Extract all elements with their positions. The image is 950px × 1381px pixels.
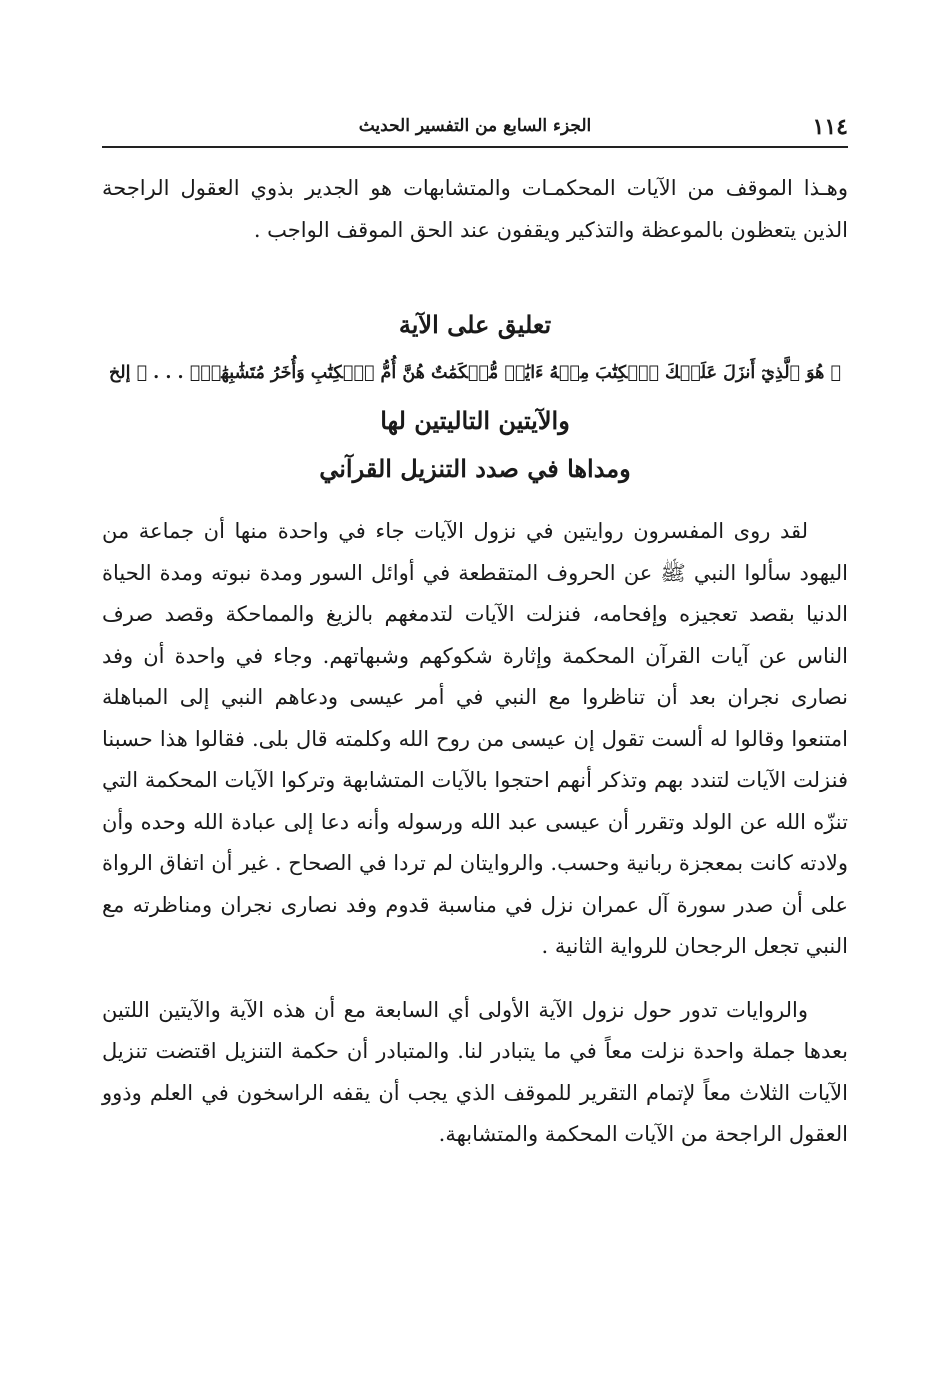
running-title: الجزء السابع من التفسير الحديث — [358, 116, 592, 136]
paragraph-2: لقد روى المفسرون روايتين في نزول الآيات جاء في واحدة منها أن جماعة من اليهود سألوا النبي ﷺ عن الحروف المتقطعة في أوائل السور ومدة نبوته ومدة الحياة الدنيا بقصد تعجيزه وإفحامه، فنزلت الآيات لتدمغهم بالزيغ والمماحكة وقصد صرف الناس عن آيات القرآن المحكمة وإثارة شكوكهم وشبهاتهم. وجاء في واحدة أن وفد نصارى نجران بعد أن تناظروا مع النبي في أمر عيسى ودعاهم النبي إلى المباهلة امتنعوا وقالوا له ألست تقول إن عيسى من روح الله وكلمته قال بلى. فقالوا هذا حسبنا فنزلت الآيات لتندد بهم وتذكر أنهم احتجوا بالآيات المتشابهة وتركوا الآيات المحكمة التي تنزّه الله عن الولد وتقرر أن عيسى عبد الله ورسوله وأنه دعا إلى عبادة الله وحده وأن ولادته كانت بمعجزة ربانية وحسب. والروايتان لم تردا في الصحاح . غير أن اتفاق الرواة على أن صدر سورة آل عمران نزل في مناسبة قدوم وفد نصارى نجران ومناظرته مع النبي تجعل الرجحان للرواية الثانية . — [102, 519, 848, 958]
paragraph-1: وهـذا الموقف من الآيات المحكمـات والمتشابهات هو الجدير بذوي العقول الراجحة الذين يتعظون بالموعظة والتذكير ويقفون عند الحق الموقف الواجب . — [102, 176, 848, 242]
paragraph-3: والروايات تدور حول نزول الآية الأولى أي السابعة مع أن هذه الآية والآيتين اللتين بعدها جملة واحدة نزلت معاً في ما يتبادر لنا. والمتبادر أن حكمة التنزيل اقتضت تنزيل الآيات الثلاث معاً لإتمام التقرير للموقف الذي يجب أن يقفه الراسخون في العلم وذوو العقول الراجحة من الآيات المحكمة والمتشابهة. — [102, 997, 848, 1146]
page-number: ١١٤ — [812, 114, 848, 140]
book-page — [102, 112, 848, 1156]
heading-subtitle-2: ومداها في صدد التنزيل القرآني — [319, 454, 631, 483]
heading-title: تعليق على الآية — [398, 310, 552, 339]
section-heading — [102, 301, 848, 493]
heading-subtitle-1: والآيتين التاليتين لها — [380, 406, 570, 435]
page-header — [102, 112, 848, 148]
heading-verse: ﴿ هُوَ ٱلَّذِيٓ أَنزَلَ عَلَيۡكَ ٱلۡكِتَٰبَ مِنۡهُ ءَايَٰتٞ مُّحۡكَمَٰتٌ هُنَّ أُمُّ ٱلۡكِتَٰبِ وَأُخَرُ مُتَشَٰبِهَٰتٞۖ . . . ﴾ إلخ — [108, 363, 841, 383]
